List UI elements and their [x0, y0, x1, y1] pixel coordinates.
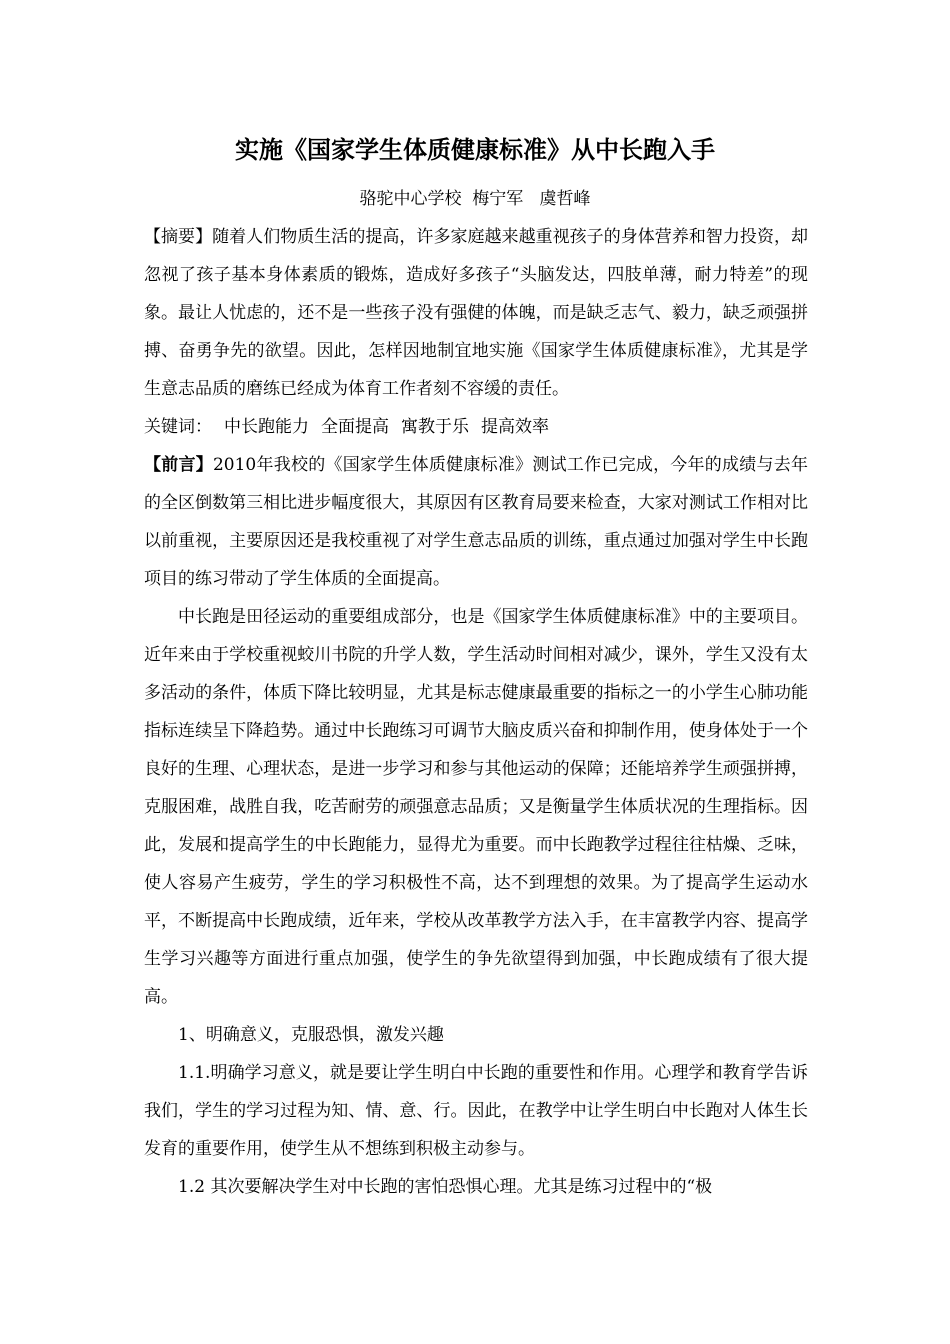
preface-label: 【前言】: [144, 455, 213, 475]
keyword: 全面提高: [321, 417, 389, 437]
body-paragraph: 1.1.明确学习意义，就是要让学生明白中长跑的重要性和作用。心理学和教育学告诉我们，学生的学习过程为知、情、意、行。因此，在教学中让学生明白中长跑对人体生长发育的重要作用，使学生从不想练到积极主动参与。: [144, 1063, 808, 1159]
preface-text: 2010年我校的《国家学生体质健康标准》测试工作已完成，今年的成绩与去年的全区倒数第三相比进步幅度很大，其原因有区教育局要来检查，大家对测试工作相对比以前重视，主要原因还是我校重视了对学生意志品质的训练，重点通过加强对学生中长跑项目的练习带动了学生体质的全面提高。: [144, 455, 809, 589]
preface-paragraph: [144, 446, 808, 598]
document-authors: 骆驼中心学校 梅宁军 虞哲峰: [359, 189, 591, 209]
keyword: 中长跑能力: [224, 417, 309, 437]
body-paragraph: 1.2 其次要解决学生对中长跑的害怕恐惧心理。尤其是练习过程中的“极: [178, 1177, 713, 1197]
keywords-paragraph: [144, 408, 808, 446]
keyword: 寓教于乐: [401, 417, 469, 437]
document-title: 实施《国家学生体质健康标准》从中长跑入手: [235, 136, 715, 164]
document-body: [144, 218, 808, 1206]
section-heading: 1、明确意义，克服恐惧，激发兴趣: [178, 1025, 444, 1045]
body-paragraph: 中长跑是田径运动的重要组成部分，也是《国家学生体质健康标准》中的主要项目。近年来由于学校重视蛟川书院的升学人数，学生活动时间相对减少，课外，学生又没有太多活动的条件，体质下降比较明显，尤其是标志健康最重要的指标之一的小学生心肺功能指标连续呈下降趋势。通过中长跑练习可调节大脑皮质兴奋和抑制作用，使身体处于一个良好的生理、心理状态，是进一步学习和参与其他运动的保障；还能培养学生顽强拼搏，克服困难，战胜自我，吃苦耐劳的顽强意志品质；又是衡量学生体质状况的生理指标。因此，发展和提高学生的中长跑能力，显得尤为重要。而中长跑教学过程往往枯燥、乏味，使人容易产生疲劳，学生的学习积极性不高，达不到理想的效果。为了提高学生运动水平，不断提高中长跑成绩，近年来，学校从改革教学方法入手，在丰富教学内容、提高学生学习兴趣等方面进行重点加强，使学生的争先欲望得到加强，中长跑成绩有了很大提高。: [144, 607, 808, 1007]
abstract-label: 【摘要】: [144, 227, 213, 247]
keywords-label: 关键词：: [144, 417, 212, 437]
keyword: 提高效率: [481, 417, 549, 437]
abstract-paragraph: [144, 218, 808, 408]
abstract-text: 随着人们物质生活的提高，许多家庭越来越重视孩子的身体营养和智力投资，却忽视了孩子基本身体素质的锻炼，造成好多孩子“头脑发达，四肢单薄，耐力特差”的现象。最让人忧虑的，还不是一些孩子没有强健的体魄，而是缺乏志气、毅力，缺乏顽强拼搏、奋勇争先的欲望。因此，怎样因地制宜地实施《国家学生体质健康标准》，尤其是学生意志品质的磨练已经成为体育工作者刻不容缓的责任。: [144, 227, 809, 399]
